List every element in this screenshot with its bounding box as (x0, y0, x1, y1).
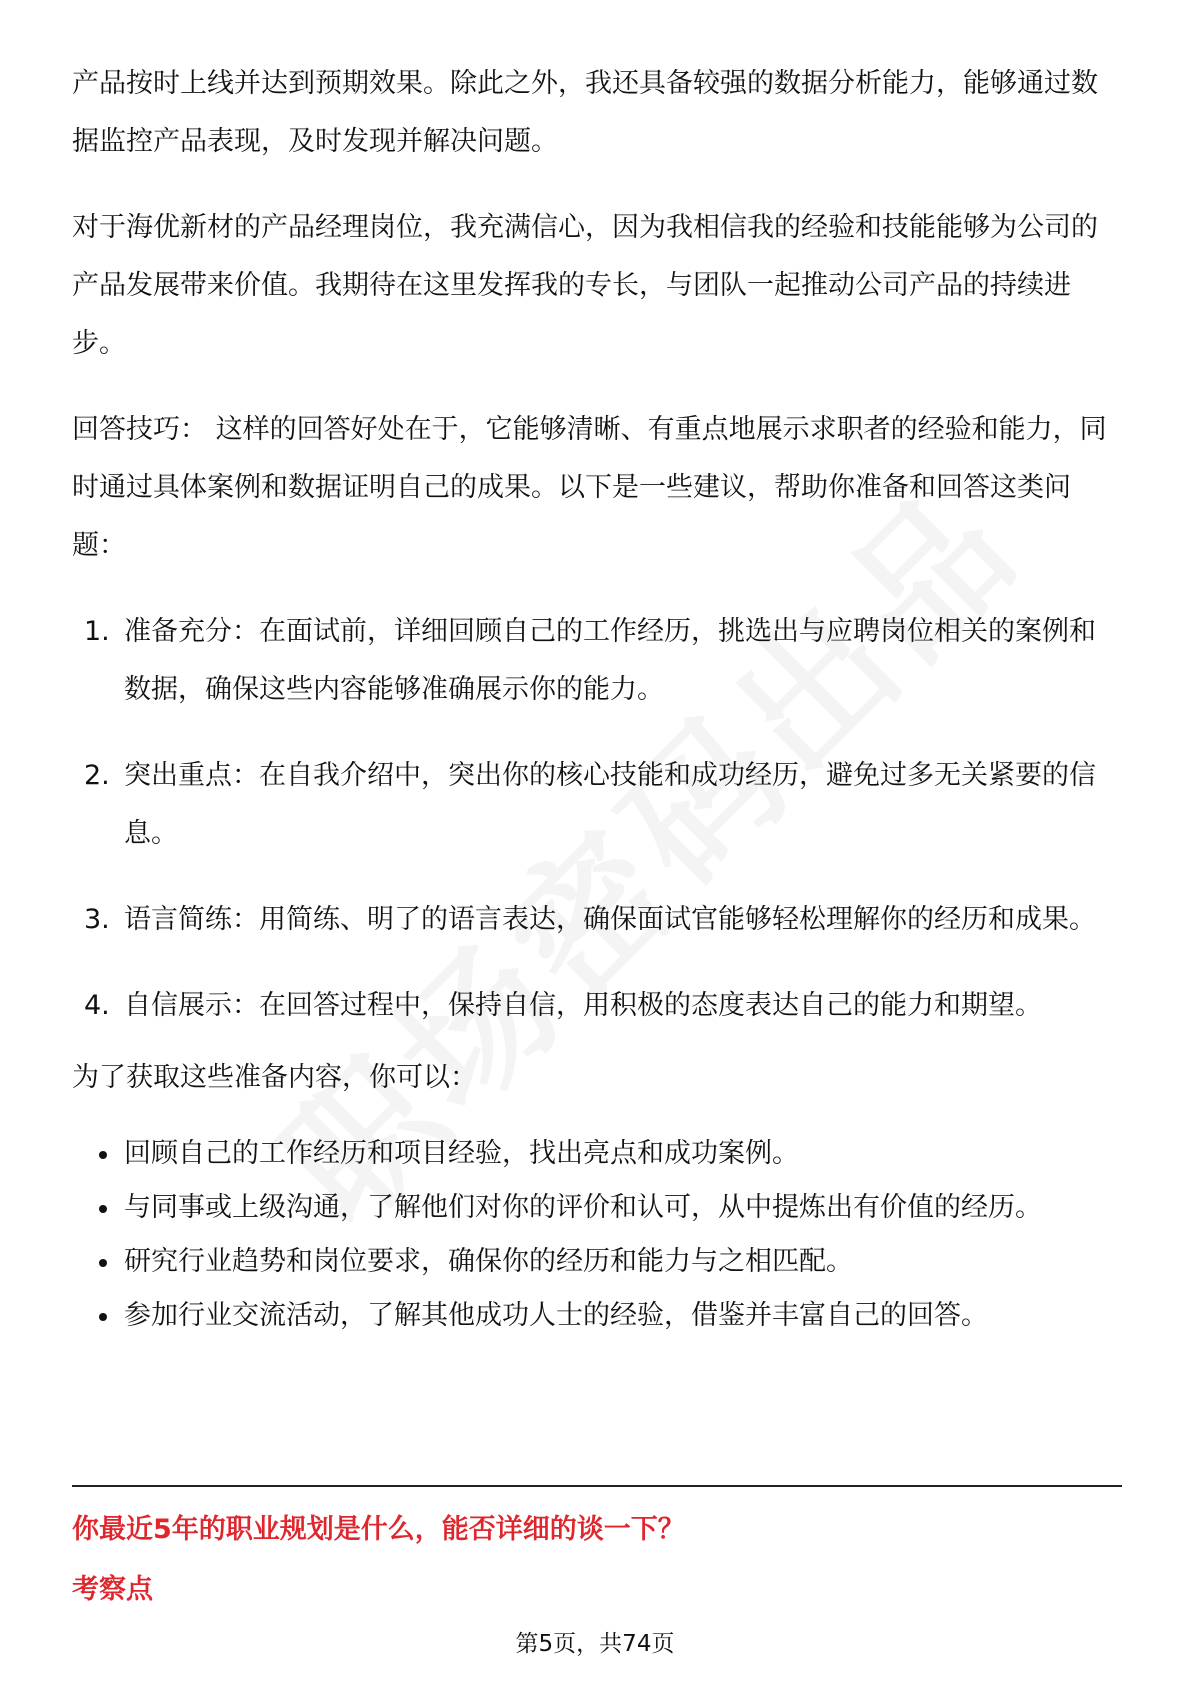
tip-number: 1. (84, 616, 110, 647)
tip-number: 2. (84, 760, 110, 791)
tip-item (72, 977, 1122, 1035)
page-content (72, 55, 1122, 1343)
tips-list (72, 603, 1122, 1035)
prep-item-text: 参加行业交流活动，了解其他成功人士的经验，借鉴并丰富自己的回答。 (124, 1300, 988, 1331)
prep-list (72, 1127, 1122, 1343)
bullet-icon (99, 1151, 107, 1159)
prep-item (72, 1235, 1122, 1289)
tip-item (72, 891, 1122, 949)
tip-item (72, 747, 1122, 863)
tip-text: 突出重点：在自我介绍中，突出你的核心技能和成功经历，避免过多无关紧要的信息。 (124, 760, 1096, 849)
prep-item (72, 1127, 1122, 1181)
prep-item-text: 研究行业趋势和岗位要求，确保你的经历和能力与之相匹配。 (124, 1246, 853, 1277)
tip-number: 4. (84, 990, 110, 1021)
section-divider (72, 1485, 1122, 1487)
bullet-icon (99, 1313, 107, 1321)
tip-text: 语言简练：用简练、明了的语言表达，确保面试官能够轻松理解你的经历和成果。 (124, 904, 1096, 935)
bullet-icon (99, 1205, 107, 1213)
page-number-footer: 第5页，共74页 (515, 1631, 675, 1657)
prep-item-text: 与同事或上级沟通，了解他们对你的评价和认可，从中提炼出有价值的经历。 (124, 1192, 1042, 1223)
prep-item-text: 回顾自己的工作经历和项目经验，找出亮点和成功案例。 (124, 1138, 799, 1169)
subheading-assessment-points: 考察点 (72, 1574, 153, 1605)
prep-item (72, 1181, 1122, 1235)
paragraph-answer-tips: 回答技巧： 这样的回答好处在于，它能够清晰、有重点地展示求职者的经验和能力，同时通过具体案例和数据证明自己的成果。以下是一些建议，帮助你准备和回答这类问题： (72, 414, 1107, 561)
tip-number: 3. (84, 904, 110, 935)
prep-intro: 为了获取这些准备内容，你可以： (72, 1062, 477, 1093)
paragraph-continuation: 产品按时上线并达到预期效果。除此之外，我还具备较强的数据分析能力，能够通过数据监控产品表现，及时发现并解决问题。 (72, 68, 1098, 157)
tip-text: 自信展示：在回答过程中，保持自信，用积极的态度表达自己的能力和期望。 (124, 990, 1042, 1021)
tip-text: 准备充分：在面试前，详细回顾自己的工作经历，挑选出与应聘岗位相关的案例和数据，确保这些内容能够准确展示你的能力。 (124, 616, 1096, 705)
paragraph-confidence: 对于海优新材的产品经理岗位，我充满信心，因为我相信我的经验和技能能够为公司的产品发展带来价值。我期待在这里发挥我的专长，与团队一起推动公司产品的持续进步。 (72, 212, 1098, 359)
prep-item (72, 1289, 1122, 1343)
bullet-icon (99, 1259, 107, 1267)
question-heading: 你最近5年的职业规划是什么，能否详细的谈一下？ (72, 1514, 685, 1545)
tip-item (72, 603, 1122, 719)
